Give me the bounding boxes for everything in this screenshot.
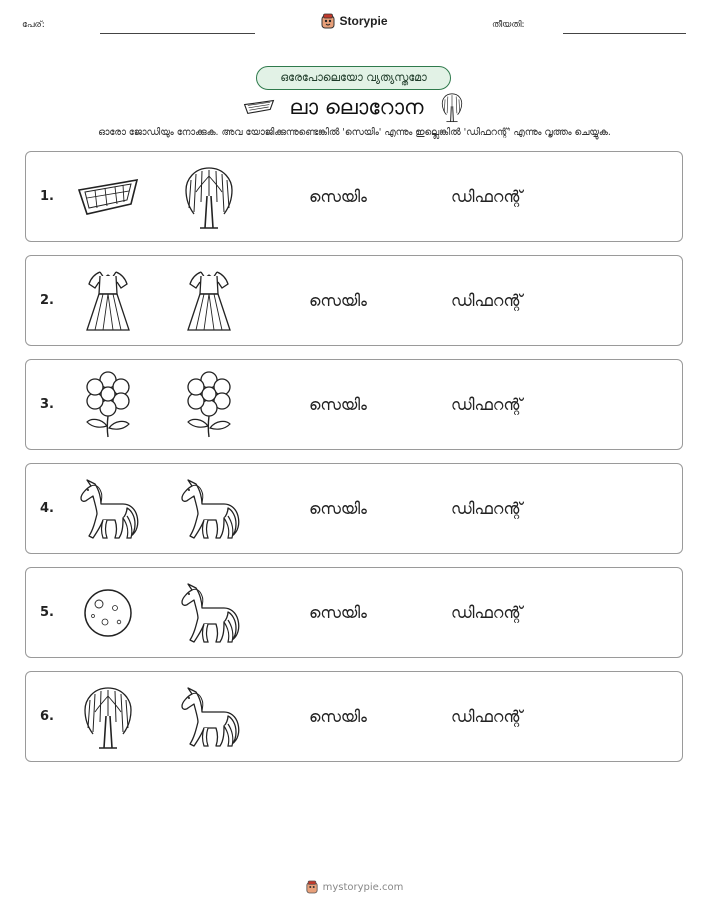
different-option[interactable]: ഡിഫറന്റ് [451,186,523,206]
flower-icon [73,370,143,440]
willow-tree-icon [73,682,143,752]
row-number: 2. [40,293,54,308]
date-label: തീയതി: [492,20,525,30]
worksheet-type-badge: ഒരേപോലെയോ വ്യത്യസ്തമോ [256,66,451,90]
storypie-mascot-icon [321,13,335,29]
moon-icon [73,578,143,648]
boat-icon [243,96,275,118]
exercise-row [25,151,683,242]
different-option[interactable]: ഡിഫറന്റ് [451,290,523,310]
name-line[interactable] [100,33,255,34]
different-option[interactable]: ഡിഫറന്റ് [451,394,523,414]
instructions: ഓരോ ജോഡിയും നോക്കുക. അവ യോജിക്കുന്നുണ്ടെങ്കിൽ 'സെയിം' എന്നും ഇല്ലെങ്കിൽ 'ഡിഫറന്റ്' എന്നും വൃത്തം ചെയ്യുക. [98,127,611,138]
horse-icon [73,474,143,544]
horse-icon [174,578,244,648]
page-title: ലാ ലൊറോന [289,94,424,119]
dress-icon [73,266,143,336]
dress-icon [174,266,244,336]
willow-tree-icon [174,162,244,232]
row-number: 1. [40,189,54,204]
exercise-row [25,463,683,554]
same-option[interactable]: സെയിം [309,602,367,622]
brand-logo [0,13,709,29]
brand-name: Storypie [339,14,388,28]
name-label: പേര്: [22,20,45,30]
horse-icon [174,682,244,752]
willow-tree-icon [438,91,466,123]
boat-icon [73,162,143,232]
flower-icon [174,370,244,440]
footer-url: mystorypie.com [322,881,404,893]
exercise-row [25,255,683,346]
same-option[interactable]: സെയിം [309,394,367,414]
same-option[interactable]: സെയിം [309,706,367,726]
footer [0,880,709,894]
exercise-row [25,359,683,450]
same-option[interactable]: സെയിം [309,186,367,206]
row-number: 3. [40,397,54,412]
storypie-mascot-icon [306,880,318,894]
row-number: 4. [40,501,54,516]
exercise-row [25,567,683,658]
date-line[interactable] [563,33,686,34]
same-option[interactable]: സെയിം [309,290,367,310]
different-option[interactable]: ഡിഫറന്റ് [451,706,523,726]
row-number: 6. [40,709,54,724]
exercise-row [25,671,683,762]
different-option[interactable]: ഡിഫറന്റ് [451,602,523,622]
same-option[interactable]: സെയിം [309,498,367,518]
different-option[interactable]: ഡിഫറന്റ് [451,498,523,518]
row-number: 5. [40,605,54,620]
horse-icon [174,474,244,544]
